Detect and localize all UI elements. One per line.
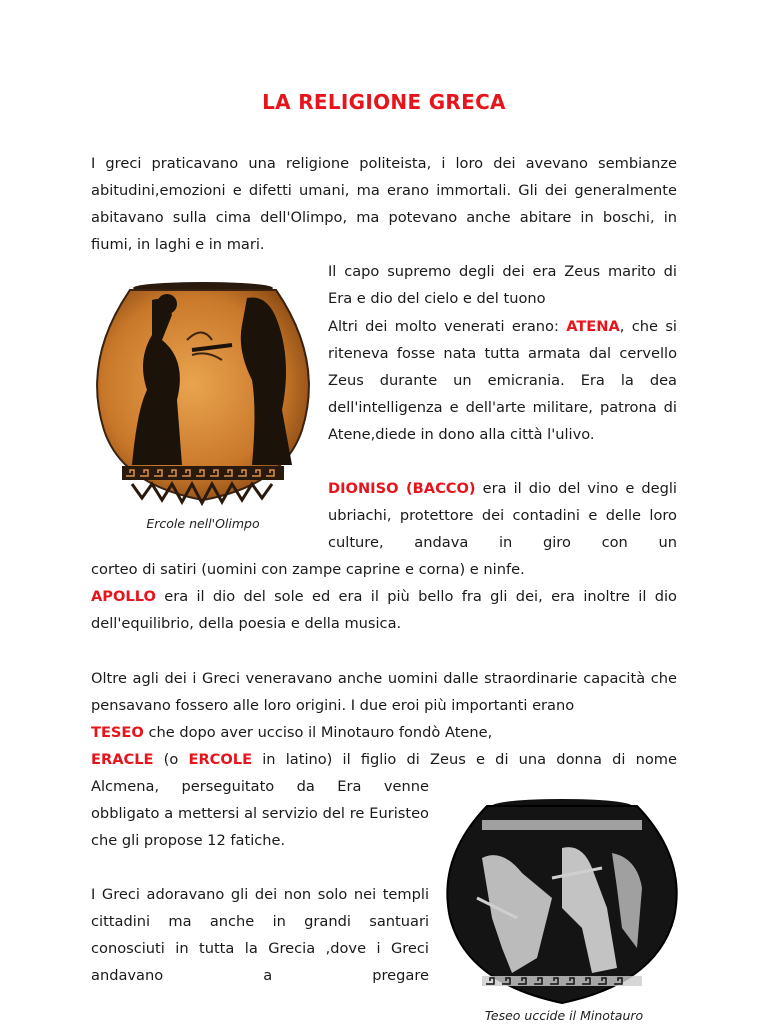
- atena-paragraph: [328, 313, 677, 448]
- dioniso-paragraph: [328, 475, 677, 556]
- dioniso-text: era il dio del vino e degli ubriachi, protettore dei contadini e delle loro culture, andava in giro con un: [328, 480, 677, 551]
- vase-image-teseo: [442, 798, 682, 1008]
- zeus-text: Il capo supremo degli dei era Zeus marito di Era e dio del cielo e del tuono: [328, 263, 677, 307]
- page-title: LA RELIGIONE GRECA: [262, 90, 506, 114]
- eracle-mid: (o: [153, 751, 189, 768]
- eracle-text-cont: Alcmena, perseguitato da Era venne obbligato a mettersi al servizio del re Euristeo che gli propose 12 fatiche.: [91, 778, 429, 849]
- caption-teseo: Teseo uccide il Minotauro: [484, 1008, 644, 1023]
- atena-intro-text: Altri dei molto venerati erano:: [328, 318, 567, 335]
- eracle-text: in latino) il figlio di Zeus e di una donna di nome: [252, 751, 677, 768]
- intro-text: I greci praticavano una religione politeista, i loro dei avevano sembianze abitudini,emozioni e difetti umani, ma erano immortali. Gli dei generalmente abitavano sulla cima dell'Olimpo, ma potevano anche abitare in boschi, in fiumi, in laghi e in mari.: [91, 155, 677, 253]
- caption-ercole: Ercole nell'Olimpo: [146, 516, 260, 531]
- apollo-paragraph: [91, 583, 677, 637]
- dioniso-name: DIONISO (BACCO): [328, 480, 476, 497]
- santuari-text: I Greci adoravano gli dei non solo nei templi cittadini ma anche in grandi santuari conosciuti in tutta la Grecia ,dove i Greci andavano a pregare: [91, 886, 429, 984]
- dioniso-continuation: [91, 556, 677, 583]
- apollo-text: era il dio del sole ed era il più bello fra gli dei, era inoltre il dio dell'equilibrio, della poesia e della musica.: [91, 588, 677, 632]
- teseo-name: TESEO: [91, 724, 144, 741]
- eracle-name: ERACLE: [91, 751, 154, 768]
- zeus-paragraph: [328, 258, 677, 312]
- eroi-text: Oltre agli dei i Greci veneravano anche uomini dalle straordinarie capacità che pensavano fossero alle loro origini. I due eroi più importanti erano: [91, 670, 677, 714]
- atena-name: ATENA: [566, 318, 620, 335]
- vase-image-ercole: [92, 280, 314, 516]
- apollo-name: APOLLO: [91, 588, 156, 605]
- santuari-paragraph: [91, 881, 429, 989]
- dioniso-text-cont: corteo di satiri (uomini con zampe caprine e corna) e ninfe.: [91, 561, 525, 578]
- eracle-paragraph: [91, 746, 677, 773]
- teseo-text: che dopo aver ucciso il Minotauro fondò Atene,: [143, 724, 493, 741]
- eracle-continuation: [91, 773, 429, 854]
- eroi-paragraph: [91, 665, 677, 719]
- ercole-name: ERCOLE: [188, 751, 253, 768]
- atena-text: , che si riteneva fosse nata tutta armata dal cervello Zeus durante un emicrania. Era la dea dell'intelligenza e dell'arte militare, patrona di Atene,diede in dono alla città l'ulivo.: [328, 318, 677, 443]
- teseo-paragraph: [91, 719, 677, 746]
- intro-paragraph: [91, 150, 677, 258]
